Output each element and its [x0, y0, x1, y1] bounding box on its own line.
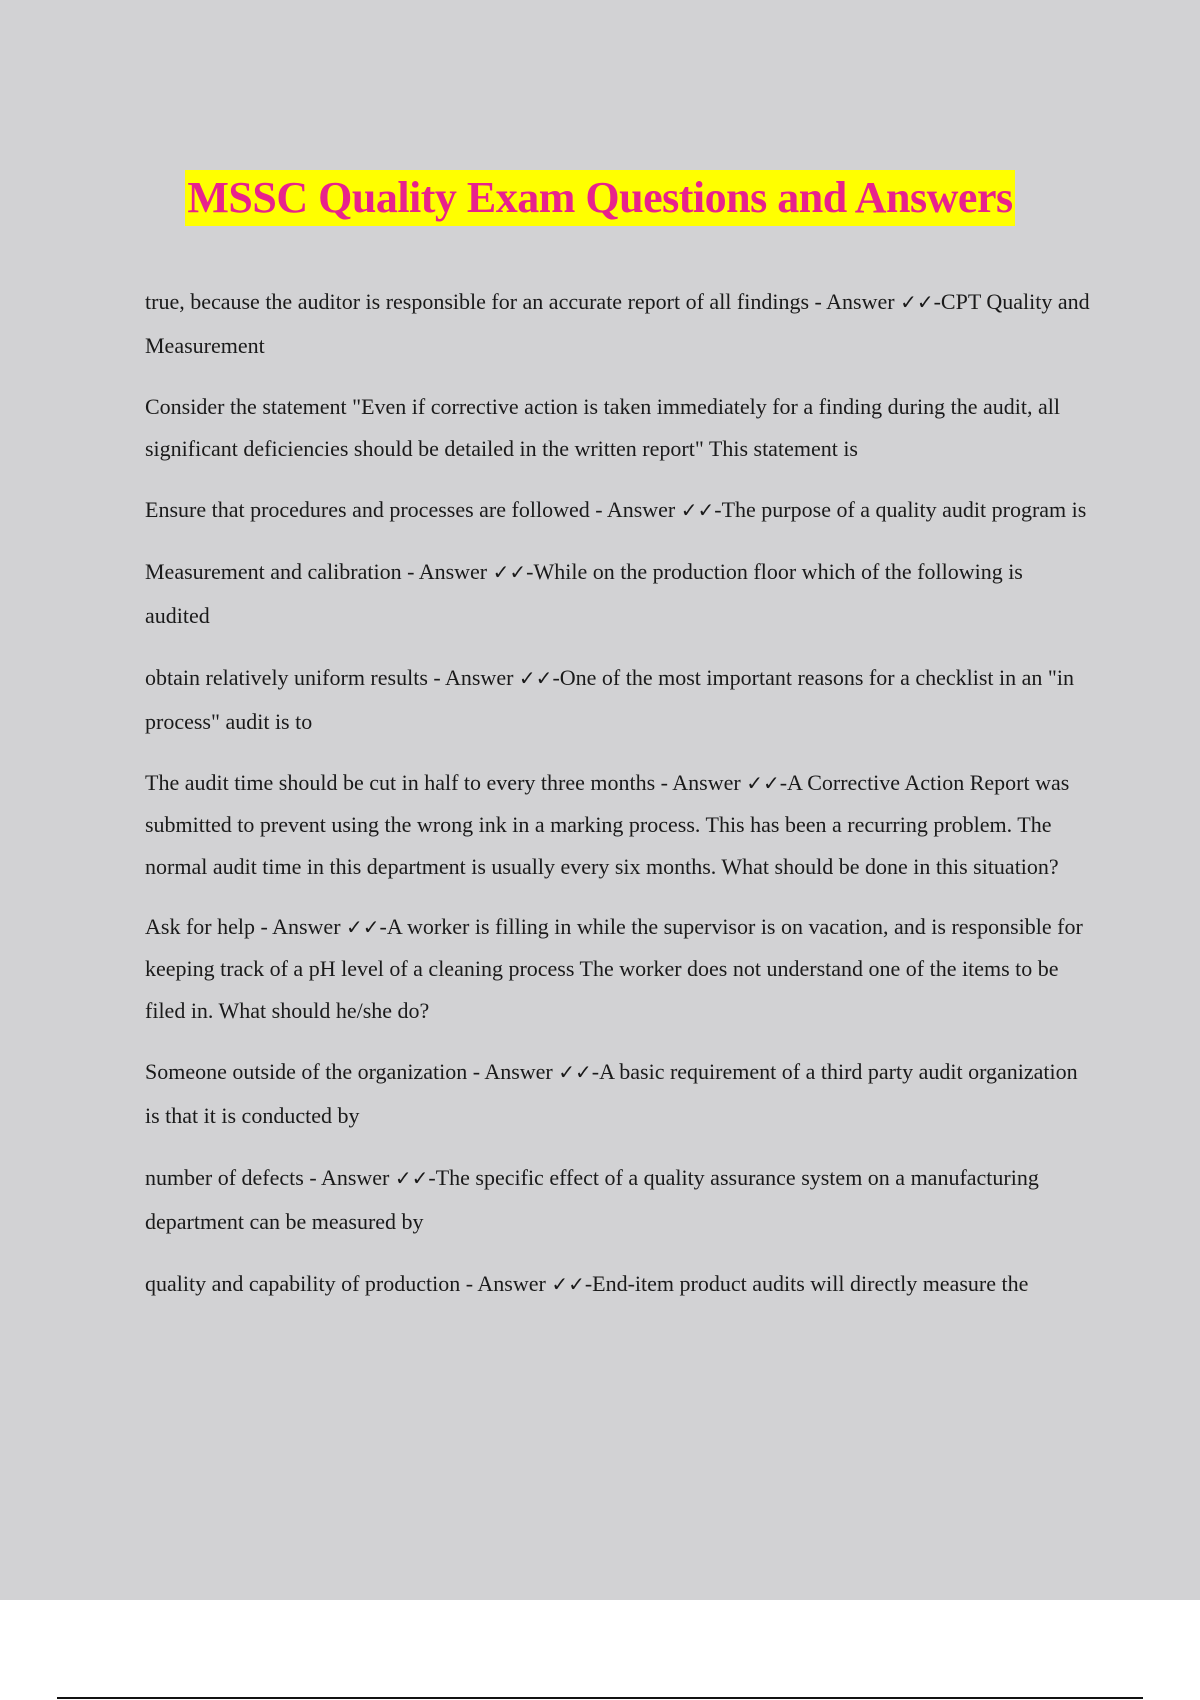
qa-question: -One of the most important reasons for a checklist in an "in process" audit is to	[145, 665, 1075, 734]
qa-item	[145, 488, 1090, 532]
qa-answer: true, because the auditor is responsible for an accurate report of all findings	[145, 289, 810, 314]
check-mark-icon: ✓✓	[900, 290, 934, 314]
qa-separator: - Answer	[401, 559, 493, 584]
check-mark-icon: ✓✓	[551, 1272, 585, 1296]
qa-answer: The audit time should be cut in half to every three months	[145, 770, 656, 795]
check-mark-icon: ✓✓	[680, 498, 715, 522]
qa-question: -A basic requirement of a third party audit organization is that it is conducted by	[145, 1059, 1078, 1128]
check-mark-icon: ✓✓	[346, 915, 380, 939]
qa-question: -CPT Quality and Measurement	[145, 289, 1090, 358]
qa-separator: - Answer	[809, 289, 901, 314]
qa-statement: Consider the statement "Even if corrective action is taken immediately for a finding during the audit, all significant deficiencies should be detailed in the written report" This statement is	[145, 394, 1060, 461]
qa-question: -While on the production floor which of the following is audited	[145, 559, 1023, 628]
qa-question: -A Corrective Action Report was submitted to prevent using the wrong ink in a marking process. This has been a recurring problem. The normal audit time in this department is usually every six months. What should be done in this situation?	[145, 770, 1070, 879]
qa-separator: - Answer	[254, 914, 347, 939]
qa-separator: - Answer	[589, 497, 681, 522]
check-mark-icon: ✓✓	[492, 560, 527, 584]
page-title: MSSC Quality Exam Questions and Answers	[185, 170, 1014, 226]
check-mark-icon: ✓✓	[394, 1166, 429, 1190]
qa-answer: Measurement and calibration	[145, 559, 402, 584]
qa-item	[145, 656, 1090, 744]
qa-question: -A worker is filling in while the supervisor is on vacation, and is responsible for keeping track of a pH level of a cleaning process The worker does not understand one of the items to be filed in. What should he/she do?	[145, 914, 1083, 1023]
qa-list	[145, 280, 1090, 1324]
qa-answer: Ensure that procedures and processes are followed	[145, 497, 590, 522]
check-mark-icon: ✓✓	[558, 1060, 592, 1084]
qa-question: -The purpose of a quality audit program is	[714, 497, 1087, 522]
title-container	[0, 170, 1200, 226]
qa-question: -The specific effect of a quality assurance system on a manufacturing department can be measured by	[145, 1165, 1039, 1234]
qa-answer: Ask for help	[145, 914, 255, 939]
qa-item	[145, 386, 1090, 470]
qa-separator: - Answer	[303, 1165, 395, 1190]
check-mark-icon: ✓✓	[518, 666, 553, 690]
check-mark-icon: ✓✓	[746, 771, 780, 795]
qa-item	[145, 762, 1090, 888]
qa-item	[145, 280, 1090, 368]
qa-answer: obtain relatively uniform results	[145, 665, 428, 690]
page-footer	[0, 1600, 1200, 1700]
qa-item	[145, 550, 1090, 638]
qa-item	[145, 906, 1090, 1032]
qa-separator: - Answer	[655, 770, 747, 795]
qa-answer: Someone outside of the organization	[145, 1059, 468, 1084]
qa-question: -End-item product audits will directly measure the	[584, 1271, 1029, 1296]
qa-item	[145, 1156, 1090, 1244]
qa-answer: quality and capability of production	[145, 1271, 461, 1296]
qa-item	[145, 1262, 1090, 1306]
footer-divider	[57, 1697, 1143, 1699]
qa-item	[145, 1050, 1090, 1138]
qa-separator: - Answer	[467, 1059, 559, 1084]
qa-separator: - Answer	[460, 1271, 552, 1296]
qa-separator: - Answer	[427, 665, 519, 690]
qa-answer: number of defects	[145, 1165, 304, 1190]
